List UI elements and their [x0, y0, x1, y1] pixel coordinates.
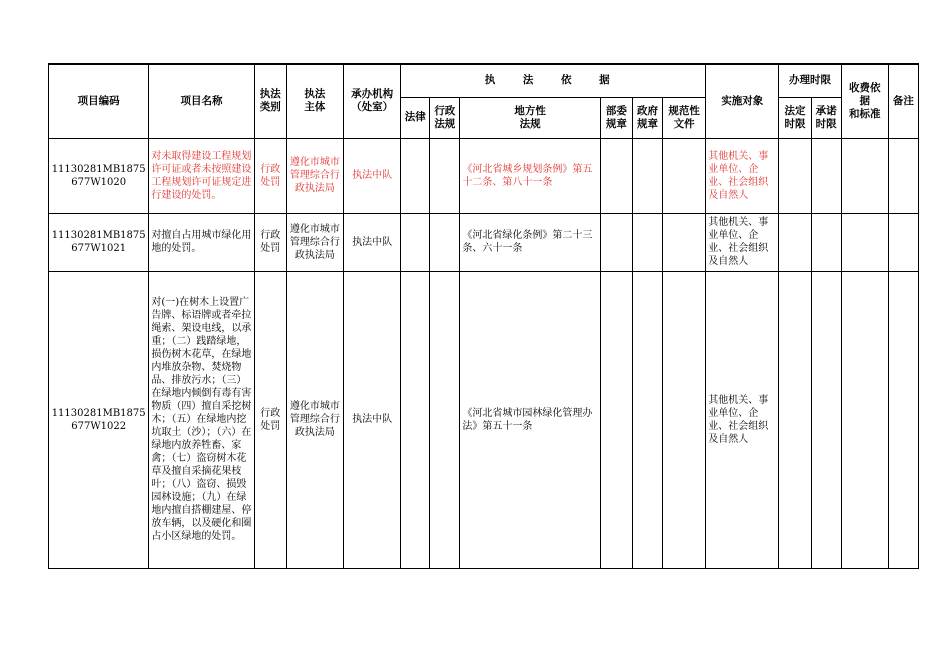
row-code: 11130281MB1875677W1020: [49, 138, 149, 213]
header-gov-rule: 政府 规章: [632, 97, 662, 138]
enforcement-table: [48, 63, 919, 569]
row-promise-time: [811, 271, 841, 568]
table-row: [49, 213, 919, 271]
row-law: [401, 213, 430, 271]
row-category: 行政处罚: [254, 213, 286, 271]
header-code: 项目编码: [49, 64, 149, 138]
header-name: 项目名称: [149, 64, 254, 138]
row-fee: [841, 271, 888, 568]
row-agency: 执法中队: [343, 213, 400, 271]
row-subject: 遵化市城市管理综合行政执法局: [286, 213, 343, 271]
row-subject: 遵化市城市管理综合行政执法局: [286, 271, 343, 568]
row-local-reg: 《河北省城乡规划条例》第五十二条、第八十一条: [460, 138, 600, 213]
row-law: [401, 271, 430, 568]
row-remark: [888, 213, 918, 271]
header-dept-rule: 部委 规章: [600, 97, 632, 138]
header-agency: 承办机构 （处室）: [343, 64, 400, 138]
header-basis: 执 法 依 据: [401, 64, 706, 97]
row-local-reg: 《河北省城市园林绿化管理办法》第五十一条: [460, 271, 600, 568]
row-target: 其他机关、事业单位、企业、社会组织及自然人: [706, 271, 779, 568]
row-name: 对擅自占用城市绿化用地的处罚。: [149, 213, 254, 271]
row-subject: 遵化市城市管理综合行政执法局: [286, 138, 343, 213]
row-gov-rule: [632, 138, 662, 213]
header-norm-doc: 规范性 文件: [663, 97, 706, 138]
row-dept-rule: [600, 271, 632, 568]
row-legal-time: [779, 213, 811, 271]
row-fee: [841, 138, 888, 213]
header-target: 实施对象: [706, 64, 779, 138]
row-dept-rule: [600, 213, 632, 271]
table-row: [49, 271, 919, 568]
row-name: 对(一)在树木上设置广告牌、标语牌或者牵拉绳索、架设电线，以承重；（二）践踏绿地，损伤树木花草，在绿地内堆放杂物、焚烧物品、排放污水；（三）在绿地内倾倒有毒有害物质（四）擅自采挖树木；（五）在绿地内挖坑取土（沙）；（六）在绿地内放养牲畜、家禽；（七）盗窃树木花草及擅自采摘花果枝叶；（八）盗窃、损毁园林设施；（九）在绿地内擅自搭棚建屋、停放车辆，以及硬化和圈占小区绿地的处罚。: [149, 271, 254, 568]
header-promise-time: 承诺 时限: [811, 97, 841, 138]
header-admin-reg: 行政 法规: [430, 97, 460, 138]
header-local-reg: 地方性 法规: [460, 97, 600, 138]
row-category: 行政处罚: [254, 138, 286, 213]
row-admin-reg: [430, 213, 460, 271]
header-remark: 备注: [888, 64, 918, 138]
table-row: [49, 138, 919, 213]
row-legal-time: [779, 271, 811, 568]
row-name: 对未取得建设工程规划许可证或者未按照建设工程规划许可证规定进行建设的处罚。: [149, 138, 254, 213]
row-admin-reg: [430, 138, 460, 213]
header-row-1: [49, 64, 919, 97]
row-agency: 执法中队: [343, 271, 400, 568]
row-norm-doc: [663, 138, 706, 213]
row-code: 11130281MB1875677W1022: [49, 271, 149, 568]
row-remark: [888, 271, 918, 568]
row-code: 11130281MB1875677W1021: [49, 213, 149, 271]
row-norm-doc: [663, 213, 706, 271]
row-target: 其他机关、事业单位、企业、社会组织及自然人: [706, 213, 779, 271]
header-time-limit: 办理时限: [779, 64, 841, 97]
row-admin-reg: [430, 271, 460, 568]
row-local-reg: 《河北省绿化条例》第二十三条、六十一条: [460, 213, 600, 271]
row-law: [401, 138, 430, 213]
header-category: 执法 类别: [254, 64, 286, 138]
row-fee: [841, 213, 888, 271]
row-promise-time: [811, 138, 841, 213]
row-dept-rule: [600, 138, 632, 213]
header-legal-time: 法定 时限: [779, 97, 811, 138]
row-category: 行政处罚: [254, 271, 286, 568]
row-gov-rule: [632, 213, 662, 271]
row-agency: 执法中队: [343, 138, 400, 213]
header-law: 法律: [401, 97, 430, 138]
row-remark: [888, 138, 918, 213]
row-norm-doc: [663, 271, 706, 568]
row-gov-rule: [632, 271, 662, 568]
row-promise-time: [811, 213, 841, 271]
row-legal-time: [779, 138, 811, 213]
header-fee: 收费依 据 和标准: [841, 64, 888, 138]
row-target: 其他机关、事业单位、企业、社会组织及自然人: [706, 138, 779, 213]
header-subject: 执法 主体: [286, 64, 343, 138]
